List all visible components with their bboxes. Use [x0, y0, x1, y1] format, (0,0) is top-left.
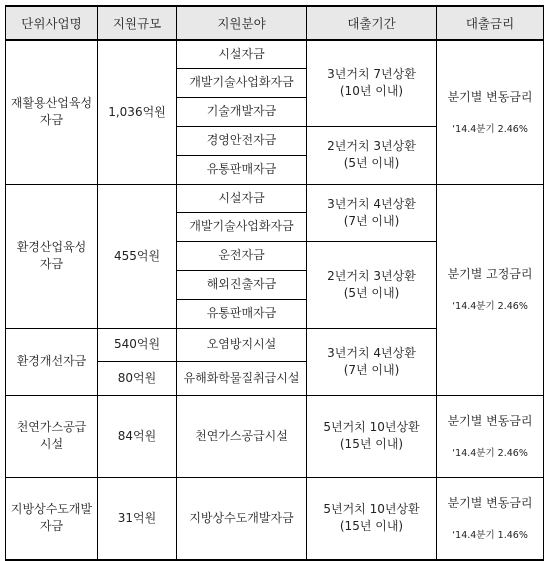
table-row — [6, 40, 544, 68]
field-cell: 지방상수도개발자금 — [177, 477, 307, 560]
rate-main: 분기별 변동금리 — [447, 495, 533, 510]
unit-cell: 지방상수도개발 자금 — [6, 477, 98, 560]
scale-cell: 455억원 — [98, 184, 177, 328]
header-row — [6, 6, 544, 40]
period-cell: 2년거치 3년상환 (5년 이내) — [307, 126, 437, 184]
field-cell: 기술개발자금 — [177, 97, 307, 126]
field-cell: 유해화학물질취급시설 — [177, 361, 307, 395]
rate-cell — [437, 40, 544, 184]
table-row — [6, 395, 544, 477]
header-rate: 대출금리 — [437, 6, 544, 40]
field-cell: 경영안전자금 — [177, 126, 307, 155]
header-period: 대출기간 — [307, 6, 437, 40]
table-row — [6, 184, 544, 212]
period-cell: 3년거치 4년상환 (7년 이내) — [307, 184, 437, 241]
header-field: 지원분야 — [177, 6, 307, 40]
field-cell: 유통판매자금 — [177, 155, 307, 184]
field-cell: 천연가스공급시설 — [177, 395, 307, 477]
rate-main: 분기별 변동금리 — [447, 413, 533, 428]
period-cell: 2년거치 3년상환 (5년 이내) — [307, 241, 437, 328]
period-cell: 5년거치 10년상환 (15년 이내) — [307, 395, 437, 477]
table-row — [6, 477, 544, 560]
field-cell: 해외진출자금 — [177, 270, 307, 299]
field-cell: 개발기술사업화자금 — [177, 212, 307, 241]
unit-cell: 환경개선자금 — [6, 328, 98, 395]
period-cell: 3년거치 7년상환 (10년 이내) — [307, 40, 437, 126]
rate-cell — [437, 184, 544, 395]
field-cell: 운전자금 — [177, 241, 307, 270]
scale-cell: 80억원 — [98, 361, 177, 395]
rate-sub: ‘14.4분기 2.46% — [452, 447, 528, 459]
rate-main: 분기별 고정금리 — [447, 267, 533, 281]
scale-cell: 1,036억원 — [98, 40, 177, 184]
scale-cell: 540억원 — [98, 328, 177, 361]
field-cell: 시설자금 — [177, 40, 307, 68]
rate-cell — [437, 395, 544, 477]
field-cell: 유통판매자금 — [177, 299, 307, 328]
field-cell: 오염방지시설 — [177, 328, 307, 361]
header-scale: 지원규모 — [98, 6, 177, 40]
loan-support-table — [5, 5, 544, 561]
rate-sub: ‘14.4분기 2.46% — [452, 301, 528, 312]
rate-cell — [437, 477, 544, 560]
scale-cell: 84억원 — [98, 395, 177, 477]
period-cell: 3년거치 4년상환 (7년 이내) — [307, 328, 437, 395]
field-cell: 시설자금 — [177, 184, 307, 212]
unit-cell: 재활용산업육성 자금 — [6, 40, 98, 184]
period-cell: 5년거치 10년상환 (15년 이내) — [307, 477, 437, 560]
rate-sub: ‘14.4분기 2.46% — [452, 123, 528, 135]
header-unit: 단위사업명 — [6, 6, 98, 40]
loan-table-wrapper — [5, 5, 544, 561]
scale-cell: 31억원 — [98, 477, 177, 560]
rate-sub: ‘14.4분기 1.46% — [452, 529, 528, 541]
unit-cell: 천연가스공급 시설 — [6, 395, 98, 477]
rate-main: 분기별 변동금리 — [447, 89, 533, 104]
unit-cell: 환경산업육성 자금 — [6, 184, 98, 328]
field-cell: 개발기술사업화자금 — [177, 68, 307, 97]
